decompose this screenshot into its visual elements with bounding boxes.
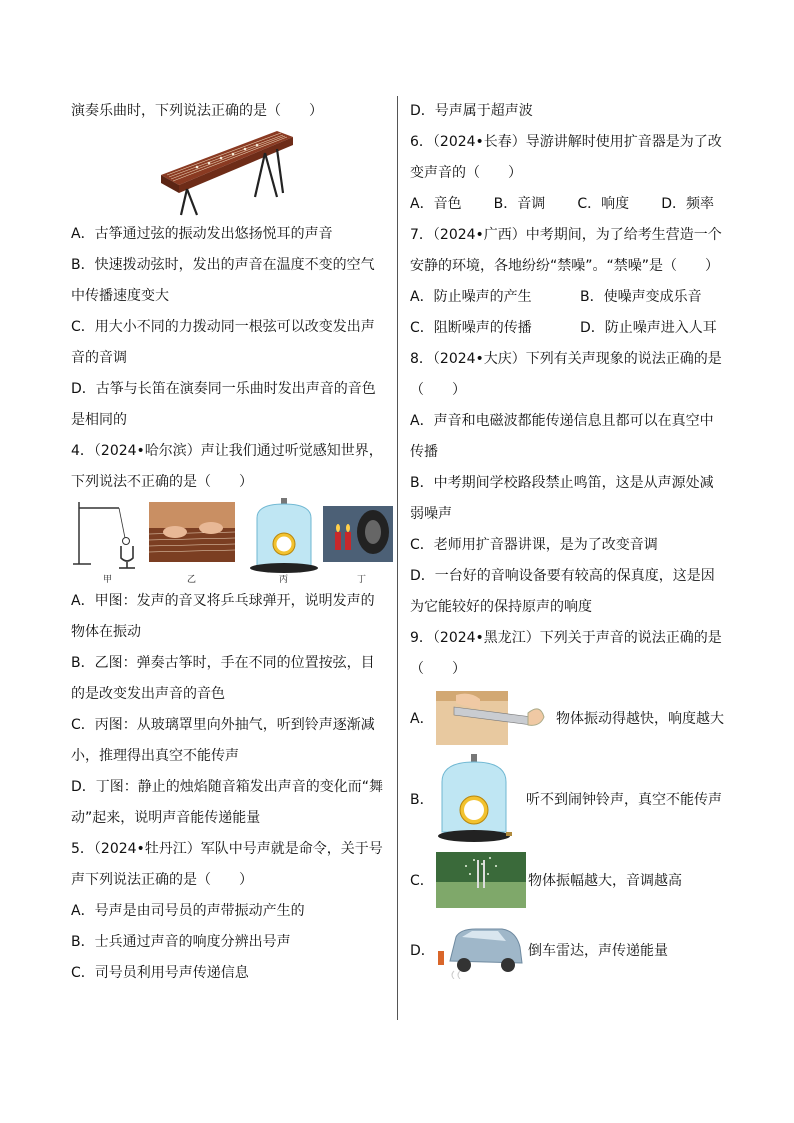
q9-option-a (410, 685, 728, 751)
q7-options-row2 (410, 313, 728, 344)
q8-stem-line1: 8．（2024•大庆）下列有关声现象的说法正确的是 (410, 351, 722, 367)
left-column (71, 96, 391, 989)
q9-option-d-text: 倒车雷达，声传递能量 (528, 943, 668, 959)
tuning-fork-figure (73, 502, 135, 568)
column-divider (397, 96, 398, 1020)
ruler-table-image (436, 687, 548, 749)
fig-label-jia: 甲 (103, 575, 113, 585)
q7-option-a: A．防止噪声的产生 (410, 289, 532, 305)
q4-option-a: A．甲图：发声的音叉将乒乓球弹开，说明发声的 (71, 593, 375, 609)
q3-option-c: C．用大小不同的力拨动同一根弦可以改变发出声 (71, 319, 375, 335)
fig-label-ding: 丁 (357, 575, 367, 585)
q9-option-b-letter: B． (410, 792, 434, 808)
q6-option-d: D．频率 (661, 196, 714, 212)
q8-option-d-cont: 为它能较好的保持原声的响度 (410, 599, 592, 615)
q8-option-c: C．老师用扩音器讲课，是为了改变音调 (410, 537, 658, 553)
q4-option-c-cont: 小，推理得出真空不能传声 (71, 748, 239, 764)
q9-option-d (410, 919, 728, 981)
q3-option-d-cont: 是相同的 (71, 412, 127, 428)
q8-option-b: B．中考期间学校路段禁止鸣笛，这是从声源处减 (410, 475, 714, 491)
q5-stem-line1: 5．（2024•牡丹江）军队中号声就是命令，关于号 (71, 841, 383, 857)
q8-option-d: D．一台好的音响设备要有较高的保真度，这是因 (410, 568, 715, 584)
q4-options (71, 586, 391, 834)
q7-stem-line2: 安静的环境，各地纷纷“禁噪”。“禁噪”是（ ） (410, 258, 720, 274)
q9-stem-line2: （ ） (410, 661, 466, 677)
q6-option-c: C．响度 (577, 196, 630, 212)
q8-option-a-cont: 传播 (410, 444, 438, 460)
q4-option-a-cont: 物体在振动 (71, 624, 141, 640)
q9-stem-line1: 9．（2024•黑龙江）下列关于声音的说法正确的是 (410, 630, 722, 646)
reversing-car-image (436, 921, 526, 979)
guzheng-image (71, 127, 391, 219)
guzheng-hands-figure (149, 502, 235, 562)
q3-option-d: D．古筝与长笛在演奏同一乐曲时发出声音的音色 (71, 381, 376, 397)
q8-option-a: A．声音和电磁波都能传递信息且都可以在真空中 (410, 413, 714, 429)
fig-label-yi: 乙 (187, 575, 197, 585)
q6-stem-line1: 6．（2024•长春）导游讲解时使用扩音器是为了改 (410, 134, 722, 150)
q9-option-c-text: 物体振幅越大，音调越高 (528, 873, 682, 889)
water-fork-image (436, 852, 526, 908)
q3-option-b: B．快速拨动弦时，发出的声音在温度不变的空气 (71, 257, 375, 273)
q3-option-c-cont: 音的音调 (71, 350, 127, 366)
bell-jar-figure (250, 498, 318, 573)
q9-option-a-text: 物体振动得越快，响度越大 (556, 711, 724, 727)
q4-option-c: C．丙图：从玻璃罩里向外抽气，听到铃声逐渐减 (71, 717, 375, 733)
q6-option-a: A．音色 (410, 196, 462, 212)
q7-stem-line1: 7．（2024•广西）中考期间，为了给考生营造一个 (410, 227, 722, 243)
q9-option-a-letter: A． (410, 711, 434, 727)
speaker-candle-figure (323, 506, 393, 562)
q5-option-d: D．号声属于超声波 (410, 103, 533, 119)
q9-option-c-letter: C． (410, 873, 434, 889)
q9-option-b (410, 751, 728, 847)
q7-options-row1 (410, 282, 728, 313)
q3-option-a: A．古筝通过弦的振动发出悠扬悦耳的声音 (71, 226, 333, 242)
bell-jar-image (436, 752, 512, 846)
right-column (410, 96, 728, 981)
q7-option-c: C．阻断噪声的传播 (410, 320, 532, 336)
q6-option-b: B．音调 (493, 196, 546, 212)
q4-option-b: B．乙图：弹奏古筝时，手在不同的位置按弦，目 (71, 655, 375, 671)
q3-options (71, 219, 391, 436)
q6-options (410, 189, 714, 220)
q4-stem-line1: 4．（2024•哈尔滨）声让我们通过听觉感知世界， (71, 443, 383, 459)
q9-option-b-text: 听不到闹钟铃声，真空不能传声 (526, 792, 722, 808)
q9-option-c (410, 849, 728, 911)
q4-option-b-cont: 的是改变发出声音的音色 (71, 686, 225, 702)
q4-figures (69, 498, 391, 586)
q7-option-b: B．使噪声变成乐音 (580, 289, 702, 305)
q6-stem-line2: 变声音的（ ） (410, 165, 522, 181)
q5-stem-line2: 声下列说法正确的是（ ） (71, 872, 253, 888)
q5-option-a: A．号声是由司号员的声带振动产生的 (71, 903, 305, 919)
q9-option-d-letter: D． (410, 943, 435, 959)
q7-option-d: D．防止噪声进入人耳 (580, 320, 717, 336)
fig-label-bing: 丙 (279, 575, 289, 585)
q4-option-d: D．丁图：静止的烛焰随音箱发出声音的变化而“舞 (71, 779, 384, 795)
q4-option-d-cont: 动”起来，说明声音能传递能量 (71, 810, 261, 826)
q8-stem-line2: （ ） (410, 382, 466, 398)
q4-stem-line2: 下列说法不正确的是（ ） (71, 474, 253, 490)
q3-stem: 演奏乐曲时，下列说法正确的是（ ） (71, 103, 323, 119)
q5-option-c: C．司号员利用号声传递信息 (71, 965, 249, 981)
q3-option-b-cont: 中传播速度变大 (71, 288, 169, 304)
q5-option-b: B．士兵通过声音的响度分辨出号声 (71, 934, 291, 950)
q8-option-b-cont: 弱噪声 (410, 506, 452, 522)
